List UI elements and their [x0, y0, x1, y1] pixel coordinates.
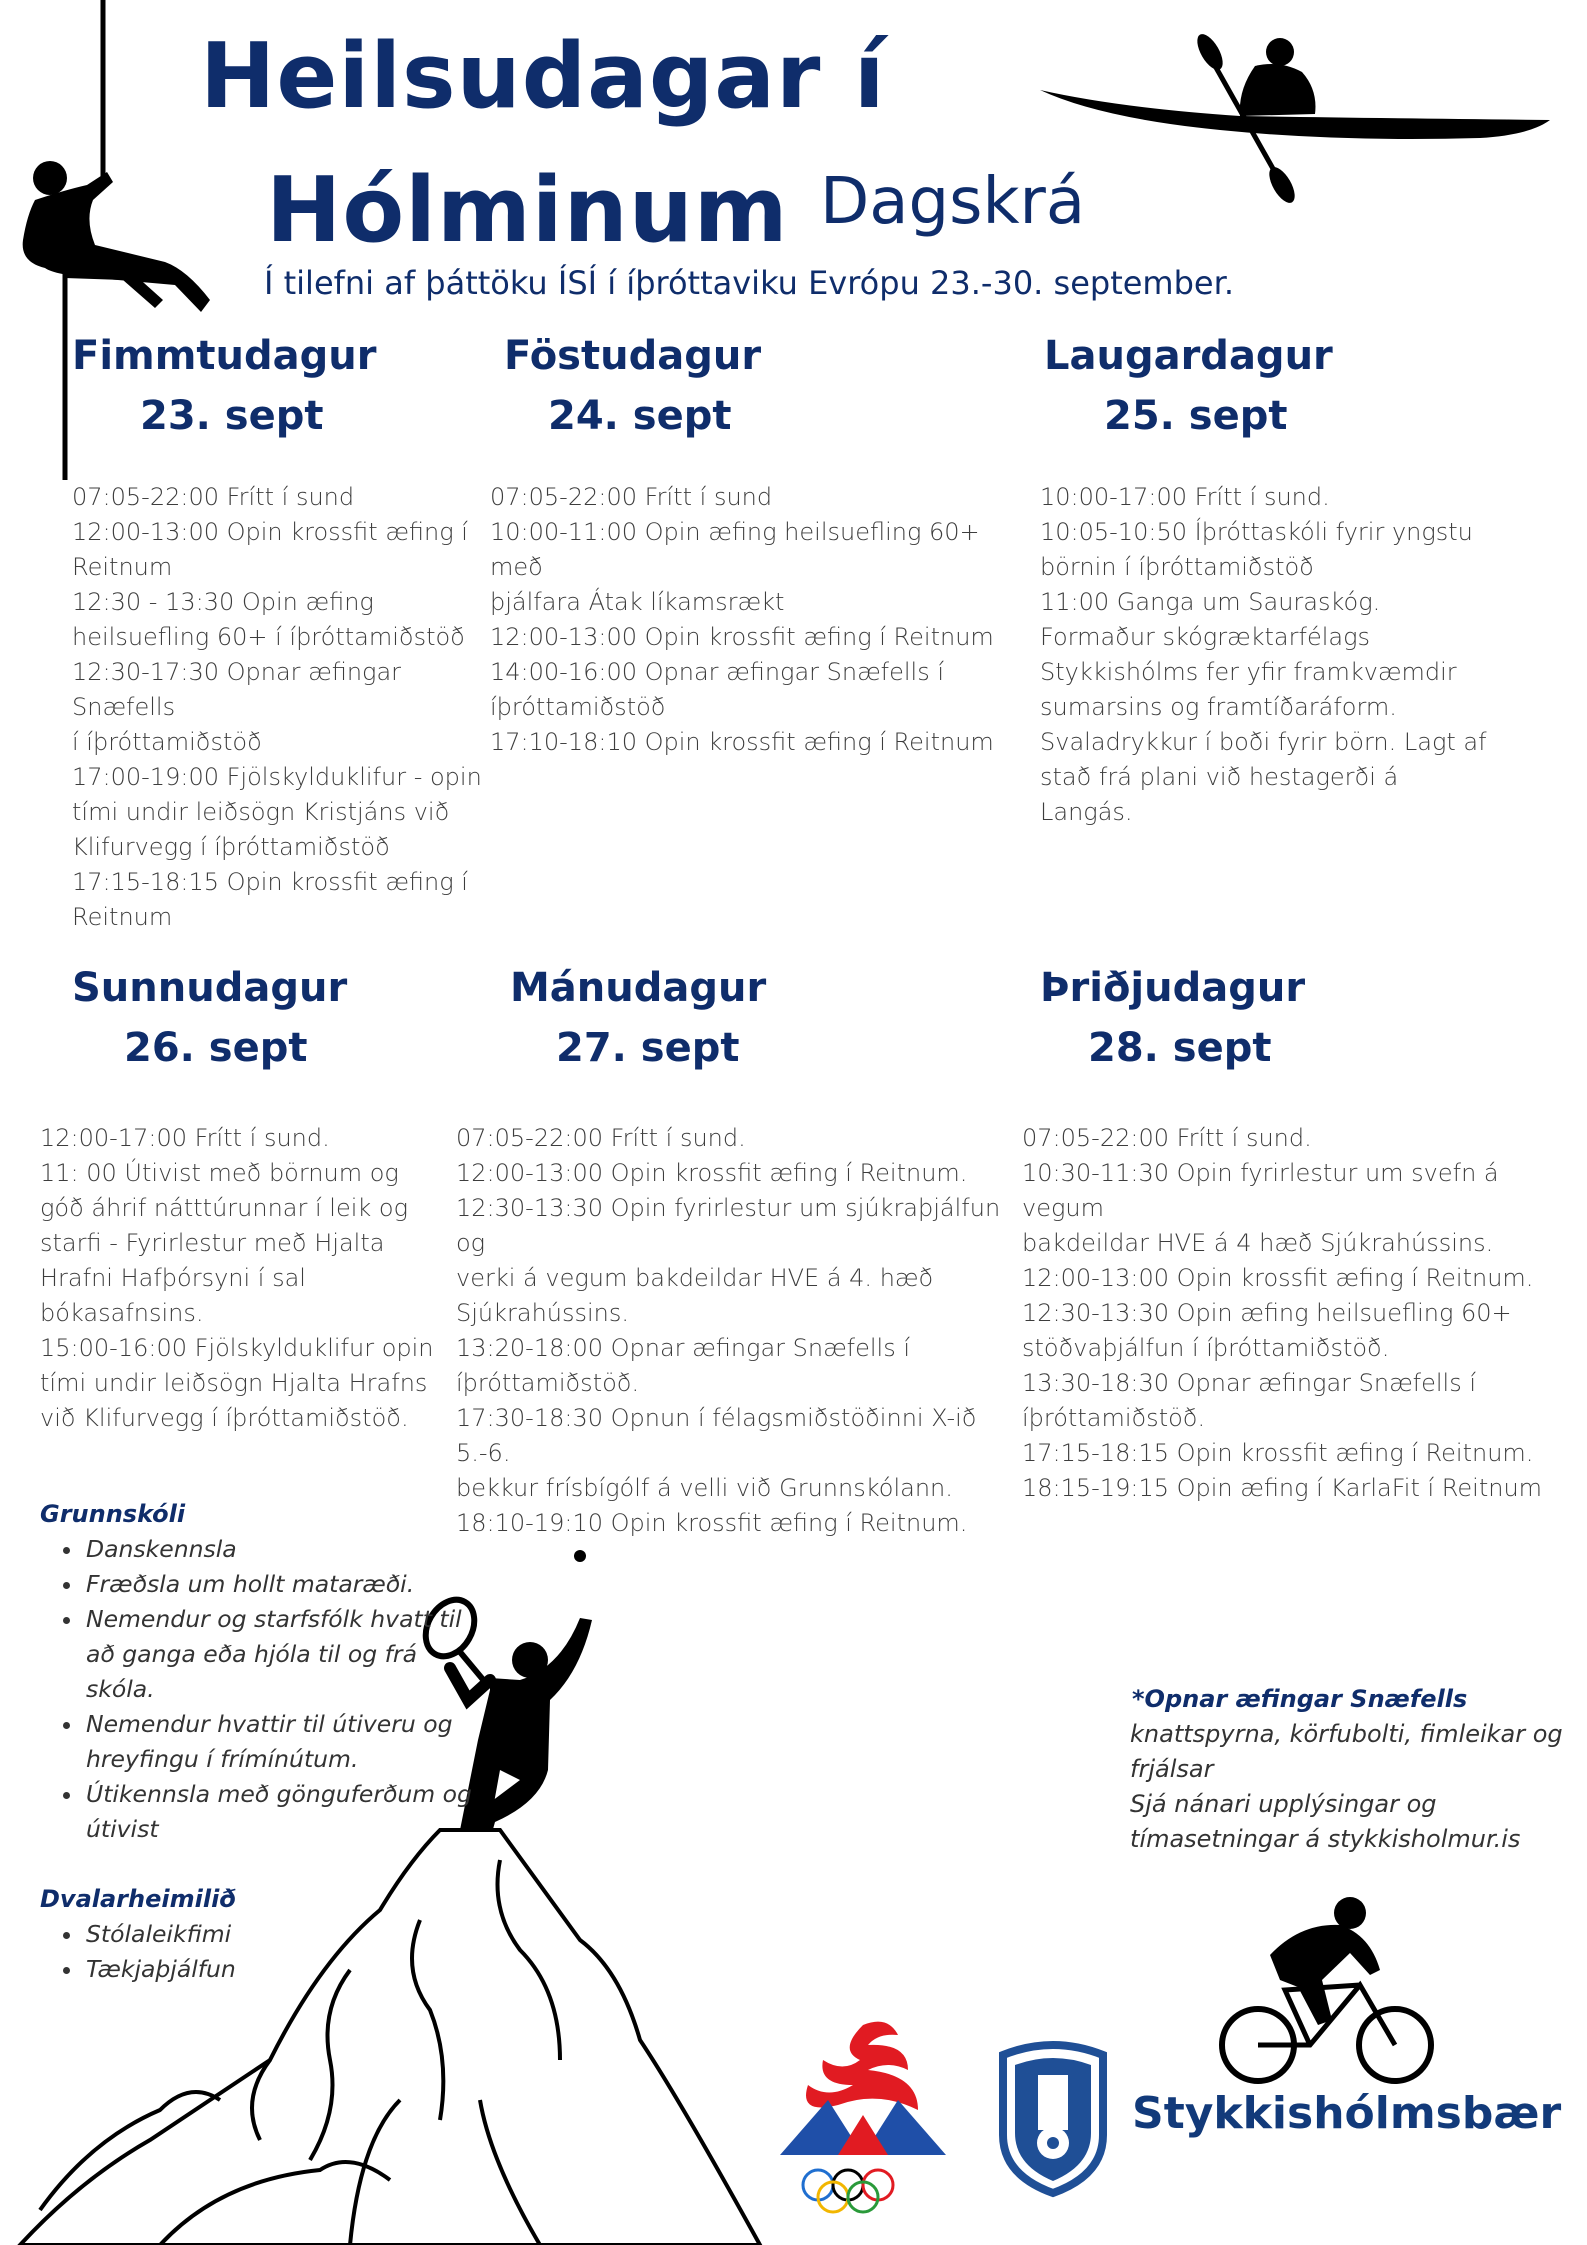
event-line: 12:00-13:00 Opin krossfit æfing í Reitnum	[490, 623, 994, 651]
event-line: við Klifurvegg í íþróttamiðstöð.	[40, 1404, 409, 1432]
cyclist-illustration	[1210, 1895, 1450, 2090]
day-name: Sunnudagur	[72, 965, 348, 1011]
event-line: 18:10-19:10 Opin krossfit æfing í Reitnum.	[456, 1509, 968, 1537]
event-line: 17:15-18:15 Opin krossfit æfing í	[72, 868, 468, 896]
subtitle: Í tilefni af þáttöku ÍSÍ í íþróttaviku Evrópu 23.-30. september.	[264, 264, 1234, 302]
day-name: Laugardagur	[1044, 333, 1333, 379]
event-line: Reitnum	[72, 553, 173, 581]
event-line: 13:20-18:00 Opnar æfingar Snæfells í	[456, 1334, 911, 1362]
event-line: tími undir leiðsögn Hjalta Hrafns	[40, 1369, 428, 1397]
event-line: Formaður skógræktarfélags	[1040, 623, 1370, 651]
day-events	[40, 1121, 460, 1436]
event-line: tími undir leiðsögn Kristjáns við	[72, 798, 450, 826]
note-line: tímasetningar á stykkisholmur.is	[1130, 1825, 1521, 1853]
note-title: *Opnar æfingar Snæfells	[1132, 1685, 1468, 1713]
note-text	[1130, 1717, 1570, 1857]
event-line: íþróttamiðstöð.	[456, 1369, 640, 1397]
event-line: 11: 00 Útivist með börnum og	[40, 1159, 399, 1187]
day-name: Föstudagur	[504, 333, 762, 379]
event-line: sumarsins og framtíðaráform.	[1040, 693, 1397, 721]
list-item: • Nemendur og starfsfólk hvatt til að ganga eða hjóla til og frá skóla.	[84, 1602, 484, 1707]
event-line: stað frá plani við hestagerði á	[1040, 763, 1399, 791]
event-line: 10:30-11:30 Opin fyrirlestur um svefn á vegum	[1022, 1159, 1499, 1222]
event-line: íþróttamiðstöð.	[1022, 1404, 1206, 1432]
day-events	[456, 1121, 1016, 1541]
event-line: heilsuefling 60+ í íþróttamiðstöð	[72, 623, 465, 651]
day-date: 27. sept	[556, 1025, 740, 1071]
event-line: 12:00-13:00 Opin krossfit æfing í	[72, 518, 468, 546]
day-name: Þriðjudagur	[1040, 965, 1306, 1011]
dvalarheimili-list	[42, 1917, 384, 1987]
list-item: • Tækjaþjálfun	[84, 1952, 384, 1987]
note-line: frjálsar	[1130, 1755, 1214, 1783]
list-item: • Stólaleikfimi	[84, 1917, 384, 1952]
event-line: 12:00-13:00 Opin krossfit æfing í Reitnum.	[456, 1159, 968, 1187]
grunnskoli-list	[42, 1532, 484, 1847]
event-line: 12:00-17:00 Frítt í sund.	[40, 1124, 330, 1152]
event-line: bókasafnsins.	[40, 1299, 204, 1327]
day-date: 28. sept	[1088, 1025, 1272, 1071]
event-line: 13:30-18:30 Opnar æfingar Snæfells í	[1022, 1369, 1477, 1397]
event-line: góð áhrif nátttúrunnar í leik og	[40, 1194, 409, 1222]
day-events	[1022, 1121, 1582, 1506]
day-events	[490, 480, 1030, 760]
event-line: 10:00-11:00 Opin æfing heilsuefling 60+ með	[490, 518, 980, 581]
dagskra-label: Dagskrá	[820, 165, 1086, 239]
title-line-1: Heilsudagar í	[200, 24, 886, 129]
event-line: 12:30-17:30 Opnar æfingar Snæfells	[72, 658, 402, 721]
event-line: 12:30-13:30 Opin æfing heilsuefling 60+	[1022, 1299, 1512, 1327]
event-line: 11:00 Ganga um Sauraskóg.	[1040, 588, 1381, 616]
event-line: verki á vegum bakdeildar HVE á 4. hæð	[456, 1264, 934, 1292]
stykkisholmur-crest	[993, 2035, 1113, 2195]
event-line: starfi - Fyrirlestur með Hjalta	[40, 1229, 385, 1257]
event-line: stöðvaþjálfun í íþróttamiðstöð.	[1022, 1334, 1390, 1362]
event-line: 17:10-18:10 Opin krossfit æfing í Reitnum	[490, 728, 994, 756]
event-line: 17:00-19:00 Fjölskylduklifur - opin	[72, 763, 482, 791]
list-item: • Útikennsla með gönguferðum og útivist	[84, 1777, 484, 1847]
note-line: knattspyrna, körfubolti, fimleikar og	[1130, 1720, 1563, 1748]
event-line: 07:05-22:00 Frítt í sund	[490, 483, 773, 511]
event-line: íþróttamiðstöð	[490, 693, 666, 721]
event-line: þjálfara Átak líkamsrækt	[490, 588, 785, 616]
list-item: • Danskennsla	[84, 1532, 484, 1567]
title-line-2: Hólminum	[266, 158, 789, 263]
event-line: 07:05-22:00 Frítt í sund.	[1022, 1124, 1312, 1152]
day-name: Mánudagur	[510, 965, 767, 1011]
note-line: Sjá nánari upplýsingar og	[1130, 1790, 1437, 1818]
day-events	[1040, 480, 1540, 830]
grunnskoli-heading: Grunnskóli	[40, 1500, 186, 1528]
day-date: 25. sept	[1104, 393, 1288, 439]
list-item: • Fræðsla um hollt mataræði.	[84, 1567, 484, 1602]
day-date: 23. sept	[140, 393, 324, 439]
event-line: börnin í íþróttamiðstöð	[1040, 553, 1314, 581]
event-line: Svaladrykkur í boði fyrir börn. Lagt af	[1040, 728, 1487, 756]
event-line: í íþróttamiðstöð	[72, 728, 262, 756]
event-line: 17:30-18:30 Opnun í félagsmiðstöðinni X-ið 5.-6.	[456, 1404, 977, 1467]
event-line: 12:30-13:30 Opin fyrirlestur um sjúkraþjálfun og	[456, 1194, 1001, 1257]
event-line: Reitnum	[72, 903, 173, 931]
event-line: 10:00-17:00 Frítt í sund.	[1040, 483, 1330, 511]
event-line: 15:00-16:00 Fjölskylduklifur opin	[40, 1334, 434, 1362]
event-line: 17:15-18:15 Opin krossfit æfing í Reitnum.	[1022, 1439, 1534, 1467]
event-line: Sjúkrahússins.	[456, 1299, 630, 1327]
event-line: Klifurvegg í íþróttamiðstöð	[72, 833, 390, 861]
event-line: 14:00-16:00 Opnar æfingar Snæfells í	[490, 658, 945, 686]
event-line: bekkur frísbígólf á velli við Grunnskólann.	[456, 1474, 953, 1502]
event-line: Hrafni Hafþórsyni í sal	[40, 1264, 306, 1292]
day-events	[72, 480, 492, 935]
event-line: 12:00-13:00 Opin krossfit æfing í Reitnum.	[1022, 1264, 1534, 1292]
day-name: Fimmtudagur	[72, 333, 377, 379]
event-line: 18:15-19:15 Opin æfing í KarlaFit í Reitnum	[1022, 1474, 1543, 1502]
event-line: 10:05-10:50 Íþróttaskóli fyrir yngstu	[1040, 518, 1473, 546]
list-item: • Nemendur hvattir til útiveru og hreyfingu í frímínútum.	[84, 1707, 484, 1777]
day-date: 26. sept	[124, 1025, 308, 1071]
isi-logo	[768, 2015, 958, 2215]
dvalarheimili-heading: Dvalarheimilið	[40, 1885, 236, 1913]
event-line: 07:05-22:00 Frítt í sund.	[456, 1124, 746, 1152]
event-line: Stykkishólms fer yfir framkvæmdir	[1040, 658, 1457, 686]
event-line: 12:30 - 13:30 Opin æfing	[72, 588, 374, 616]
brand-name: Stykkishólmsbær	[1132, 2088, 1562, 2139]
day-date: 24. sept	[548, 393, 732, 439]
event-line: 07:05-22:00 Frítt í sund	[72, 483, 355, 511]
event-line: Langás.	[1040, 798, 1133, 826]
event-line: bakdeildar HVE á 4 hæð Sjúkrahússins.	[1022, 1229, 1494, 1257]
kayaker-illustration	[1040, 30, 1560, 205]
